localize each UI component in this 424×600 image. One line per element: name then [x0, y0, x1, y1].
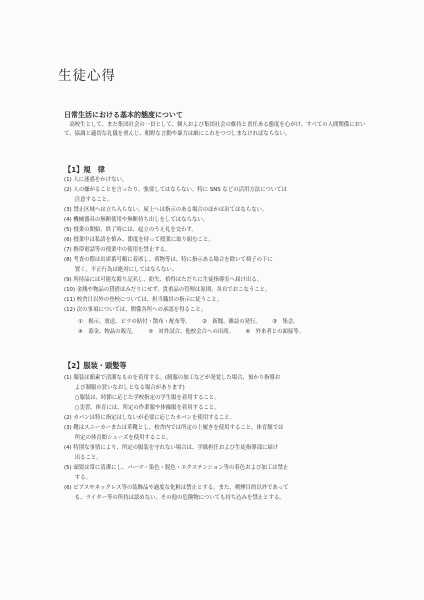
list-line: (3) 禁止区域へは立ち入らない。屋上へは指示のある場合のほかは出てはならない。: [64, 207, 268, 213]
section1-heading: 【1】規 律: [64, 165, 105, 174]
list-line: (6) 授業中は私語を慎み、節度を持って授業に取り組むこと。: [64, 237, 214, 243]
section1-subitems-row1: [78, 317, 299, 325]
list-line: も、ライター等の所持は認めない。その他の危険物についても持ち込みを禁止とする。: [64, 495, 285, 501]
list-line: (2) カバンは特に指定はしないが必要に応じたカバンを使用すること。: [64, 415, 236, 421]
intro-heading: 日常生活における基本的態度について: [64, 111, 183, 119]
list-line: よび制服の買いなおしとなる場合があります): [64, 385, 185, 391]
list-line: (12) 次の事項については、関係各所への承認を得ること。: [64, 307, 207, 313]
list-line: (8) 考査の際は出席番号順に着席し、荷物等は、特に指示ある場合を除いて椅子の下に: [64, 257, 273, 263]
page-title: 生徒心得: [58, 68, 116, 84]
list-line: する。: [64, 475, 91, 481]
section2-heading: 【2】服装・頭髪等: [64, 361, 127, 370]
subitem: ③ 集会。: [272, 319, 299, 325]
list-line: (1) 人に迷惑をかけない。: [64, 177, 128, 183]
list-line: (4) 特別な事情により、所定の服装を守れない場合は、学級担任および生徒指導部に届け: [64, 445, 279, 451]
subitem: ① 掲示、放送、ビラの貼付・散布・配布等。: [78, 319, 191, 325]
list-line: (2) 人の嫌がることを言ったり、強要してはならない。特に SNS などの活用方法については: [64, 187, 287, 193]
list-line: (3) 靴はスニーカーまたは革靴とし、校舎内では所定の上履きを使用すること。体育館では: [64, 425, 284, 431]
list-line: (7) 携帯電話等の授業中の使用を禁止する。: [64, 247, 171, 253]
list-line: (1) 服装は簡素で清潔なものを着用する。(制服の加工などが発覚した場合、預かり指導お: [64, 375, 281, 381]
subitem: ④ 募金、物品の販売。: [78, 329, 137, 335]
list-line: 出ること。: [64, 455, 102, 461]
list-line: (4) 機械器具の無断使用や無断持ち出しをしてはならない。: [64, 217, 209, 223]
subitem: ② 新聞、雑誌の発行。: [202, 319, 261, 325]
list-line: 置く。不正行為は絶対にしてはならない。: [64, 267, 178, 273]
intro-paragraph: 高校生として、また集団社会の一員として、個人および集団社会の維持と責任ある態度を心がけ、すべての人間関係において、協調と適切な礼儀を重んじ、粗野な言動や暴力は厳にこれをつつしまなければならない。: [64, 122, 366, 137]
subitem: ⑤ 対外試合、他校会合への出席。: [148, 329, 234, 335]
list-line: 所定の体育館シューズを使用すること。: [64, 435, 172, 441]
list-line: (10) 金銭や物品の貸借はみだりにせず、貴重品の管理は原則、各自でおこなうこと。: [64, 287, 271, 293]
list-line: (6) ピアスやネックレス等の装飾品や過度な化粧は禁止とする。また、喫煙目的以外であって: [64, 485, 289, 491]
list-line: (5) 頭髪は常に清潔にし、パーマ・染色・脱色・エクステンション等の着色および加工は禁止: [64, 465, 289, 471]
list-line: (9) 所持品には可能な限り記名し、紛失、拾得はただちに生徒指導室へ届け出る。: [64, 277, 263, 283]
section1-subitems-row2: [78, 327, 304, 335]
list-line: (5) 授業の開始、終了時には、起立のうえ礼を交わす。: [64, 227, 197, 233]
list-line: ○服装は、時節に応じた学校指定の学生服を着用すること。: [64, 395, 220, 401]
subitem: ⑥ 外来者との面接等。: [245, 329, 305, 335]
list-line: 注意すること。: [64, 197, 113, 203]
list-line: (11) 校舎日以外の登校については、担当職員の指示に従うこと。: [64, 297, 223, 303]
list-line: ○実習、体育には、所定の作業服や体操服を着用すること。: [64, 405, 220, 411]
